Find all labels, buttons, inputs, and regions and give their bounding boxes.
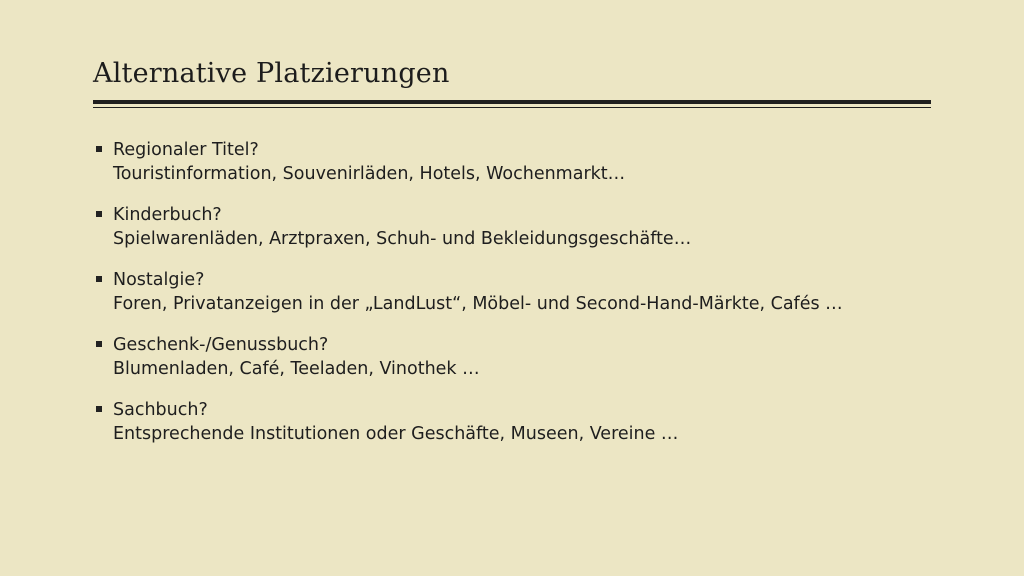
bullet-answer: Spielwarenläden, Arztpraxen, Schuh- und Bekleidungsgeschäfte… [113,229,692,249]
bullet-item-kinderbuch [93,203,843,251]
bullet-item-nostalgie [93,268,843,316]
bullet-answer: Touristinformation, Souvenirläden, Hotels, Wochenmarkt… [113,164,626,184]
title-underline-thick [93,100,931,104]
square-bullet-icon [96,211,102,217]
bullet-item-regional [93,138,843,186]
bullet-answer: Entsprechende Institutionen oder Geschäfte, Museen, Vereine … [113,424,679,444]
square-bullet-icon [96,341,102,347]
bullet-answer: Blumenladen, Café, Teeladen, Vinothek … [113,359,480,379]
square-bullet-icon [96,406,102,412]
bullet-question: Sachbuch? [113,400,208,420]
slide-title: Alternative Platzierungen [93,58,450,89]
bullet-list [93,138,843,463]
title-underline-thin [93,107,931,108]
bullet-item-geschenk [93,333,843,381]
square-bullet-icon [96,146,102,152]
bullet-question: Kinderbuch? [113,205,222,225]
bullet-answer: Foren, Privatanzeigen in der „LandLust“, Möbel- und Second-Hand-Märkte, Cafés … [113,294,843,314]
square-bullet-icon [96,276,102,282]
bullet-question: Geschenk-/Genussbuch? [113,335,329,355]
bullet-question: Regionaler Titel? [113,140,259,160]
bullet-question: Nostalgie? [113,270,205,290]
bullet-item-sachbuch [93,398,843,446]
